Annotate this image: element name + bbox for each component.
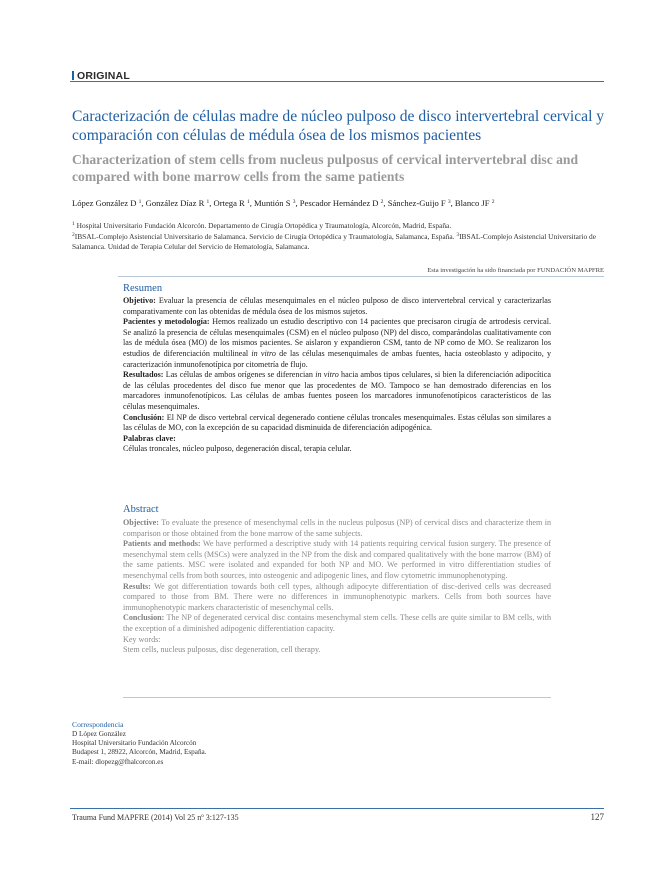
author-affiliation: 2	[380, 199, 384, 205]
funding-rule	[118, 276, 604, 277]
author-affiliation: 2	[491, 199, 495, 205]
label: Palabras clave:	[123, 433, 176, 443]
label: Resultados:	[123, 370, 164, 380]
abstract-conclusion	[123, 613, 551, 634]
correspondence-line: Hospital Universitario Fundación Alcorcón	[72, 739, 197, 748]
label: Objective:	[123, 518, 159, 527]
text: Las células de ambos orígenes se diferencian	[165, 370, 313, 380]
affiliation-3: IBSAL-Complejo Asistencial Universitario de Salamanca. Unidad de Terapia Celular del Servicio de Hematología, Salamanca.	[72, 231, 596, 251]
author: Muntión S	[254, 198, 291, 208]
journal-citation: Trauma Fund MAPFRE (2014) Vol 25 nº 3:127-135	[72, 813, 239, 822]
affiliations	[72, 221, 604, 253]
label: Pacientes y metodología:	[123, 317, 210, 327]
correspondence-heading: Correspondencia	[72, 720, 124, 729]
author-affiliation: 1	[246, 199, 250, 205]
abstract-results	[123, 582, 551, 614]
label: Results:	[123, 581, 151, 591]
label: Objetivo:	[123, 296, 156, 305]
text: El NP de disco vertebral cervical degenerado contiene células troncales mesenquimales. Estas células son similares a las células de MO, con la excepción de su capacidad disminuida de diferenciación adipogénica.	[123, 412, 551, 433]
resumen-conclusion	[123, 413, 551, 434]
correspondence-line: Budapest 1, 28922, Alcorcón, Madrid, España.	[72, 748, 207, 757]
text: We have performed a descriptive study with 14 patients requiring cervical fusion surgery. The presence of mesenchymal stem cells (MSCs) were analyzed in the NP from the disk and compared qualitatively with the bone marrow (BM) of the same patients. MSC were isolated and expanded for both NP and MO. We performed in vitro differentiation studies of mesenchymal cells from both sources, into osteogenic and adipogenic lines, and flow cytometric immunophenotyping.	[123, 539, 551, 580]
resumen-body	[123, 296, 551, 455]
author: Pescador Hernández D	[299, 198, 379, 208]
author: González Díaz R	[145, 198, 205, 208]
label: Conclusión:	[123, 412, 165, 422]
affiliation-number: 3	[456, 231, 460, 238]
author: Sánchez-Guijo F	[387, 198, 446, 208]
author-affiliation: 3	[447, 199, 451, 205]
abstract-heading: Abstract	[123, 504, 159, 515]
text: Hemos realizado un estudio descriptivo con 14 pacientes que precisaron cirugía de artrodesis cervical. Se analizó la presencia de células mesenquimales (CSM) en el núcleo pulposo (NP) del disco, comparándolas cualitativamente con las de médula ósea (MO) de los mismos pacientes. Se aislaron y expandieron CSM, tanto de NP como de MO. Se realizaron los estudios de diferenciación multilineal	[123, 317, 551, 358]
title-english: Characterization of stem cells from nucleus pulposus of cervical intervertebral disc and compared with bone marrow cells from the same patients	[72, 152, 579, 184]
author-affiliation: 3	[292, 199, 296, 205]
author-affiliation: 1	[138, 199, 142, 205]
correspondence-line: D López González	[72, 730, 126, 738]
author: Blanco JF	[454, 198, 490, 208]
text: hacia ambos tipos celulares, si bien la diferenciación adipocítica de las células procedentes del disco fue menor que las procedentes de MO. Tampoco se han demostrado diferencias en los marcadores inmunofenotípicos. Las células de ambas fuentes poseen los marcadores inmunofenotípicos característicos de las células mesenquimales.	[123, 370, 551, 411]
resumen-pacientes	[123, 317, 551, 370]
abstract-body	[123, 518, 551, 656]
text-italic: in vitro	[251, 348, 276, 358]
resumen-keywords: Células troncales, núcleo pulposo, degeneración discal, terapia celular.	[123, 444, 352, 454]
affiliation-1: Hospital Universitario Fundación Alcorcón. Departamento de Cirugía Ortopédica y Traumatología, Alcorcón, Madrid, España.	[76, 221, 452, 230]
abstract-objective	[123, 518, 551, 539]
section-marker	[72, 71, 74, 80]
author-affiliation: 1	[206, 199, 210, 205]
affiliation-2: IBSAL-Complejo Asistencial Universitario de Salamanca. Servicio de Cirugía Ortopédica y Traumatología, Salamanca, España.	[74, 231, 455, 241]
page-number: 127	[590, 812, 604, 822]
label: Conclusion:	[123, 613, 165, 623]
text: The NP of degenerated cervical disc contains mesenchymal stem cells. These cells are quite similar to BM cells, with the exception of a diminished adipogenic differentiation capacity.	[123, 613, 551, 633]
resumen-resultados	[123, 370, 551, 412]
author: Ortega R	[213, 198, 245, 208]
affiliation-number: 1	[72, 221, 75, 227]
author: López González D	[72, 198, 137, 208]
resumen-heading: Resumen	[123, 283, 163, 294]
title-spanish: Caracterización de células madre de núcleo pulposo de disco intervertebral cervical y comparación con células de médula ósea de los mismos pacientes	[72, 108, 605, 144]
affiliation-number: 2	[72, 231, 75, 238]
text: To evaluate the presence of mesenchymal cells in the nucleus pulposus (NP) of cervical discs and characterize them in comparison or those obtained from the bone marrow of the same subjects.	[123, 518, 551, 538]
label: Patients and methods:	[123, 539, 201, 549]
abstract-keywords-label: Key words:	[123, 634, 161, 644]
resumen-objetivo	[123, 296, 551, 317]
text: We got differentiation towards both cell types, although adipocyte differentiation of disc-derived cells was decreased compared to those from BM. There were no differences in immunophenotypic markers. Cells from both sources have immunophenotypic markers characteristic of mesenchymal cells.	[123, 581, 551, 612]
correspondence-block	[72, 730, 207, 767]
section-label-text: ORIGINAL	[77, 70, 130, 82]
text: Evaluar la presencia de células mesenquimales en el núcleo pulposo de disco intervertebral cervical y caracterizarlas comparativamente con las obtenidas de médula ósea de los mismos sujetos.	[123, 296, 551, 316]
text: de las células mesenquimales de ambas fuentes, hacia osteoblasto y adipocito, y caracterización inmunofenotípica por citometría de flujo.	[123, 348, 552, 369]
funding-note: Esta investigación ha sido financiada por FUNDACIÓN MAPFRE	[427, 267, 604, 274]
footer-rule	[70, 808, 604, 809]
abstract-patients	[123, 539, 551, 581]
resumen-keywords-label	[123, 434, 551, 445]
abstract-keywords: Stem cells, nucleus pulposus, disc degeneration, cell therapy.	[123, 645, 321, 655]
correspondence-email: E-mail: dlopezg@fhalcorcon.es	[72, 757, 164, 766]
header-rule	[70, 81, 604, 82]
author-list: López González D $^1$, González Díaz R $^1$, Ortega R $^1$, Muntión S $^3$, Pescador Hernández D $^2$, Sánchez-Guijo F $^3$, Blanco JF $^2$	[72, 198, 495, 208]
abstract-rule	[123, 697, 551, 698]
text-italic: in vitro	[315, 370, 339, 380]
